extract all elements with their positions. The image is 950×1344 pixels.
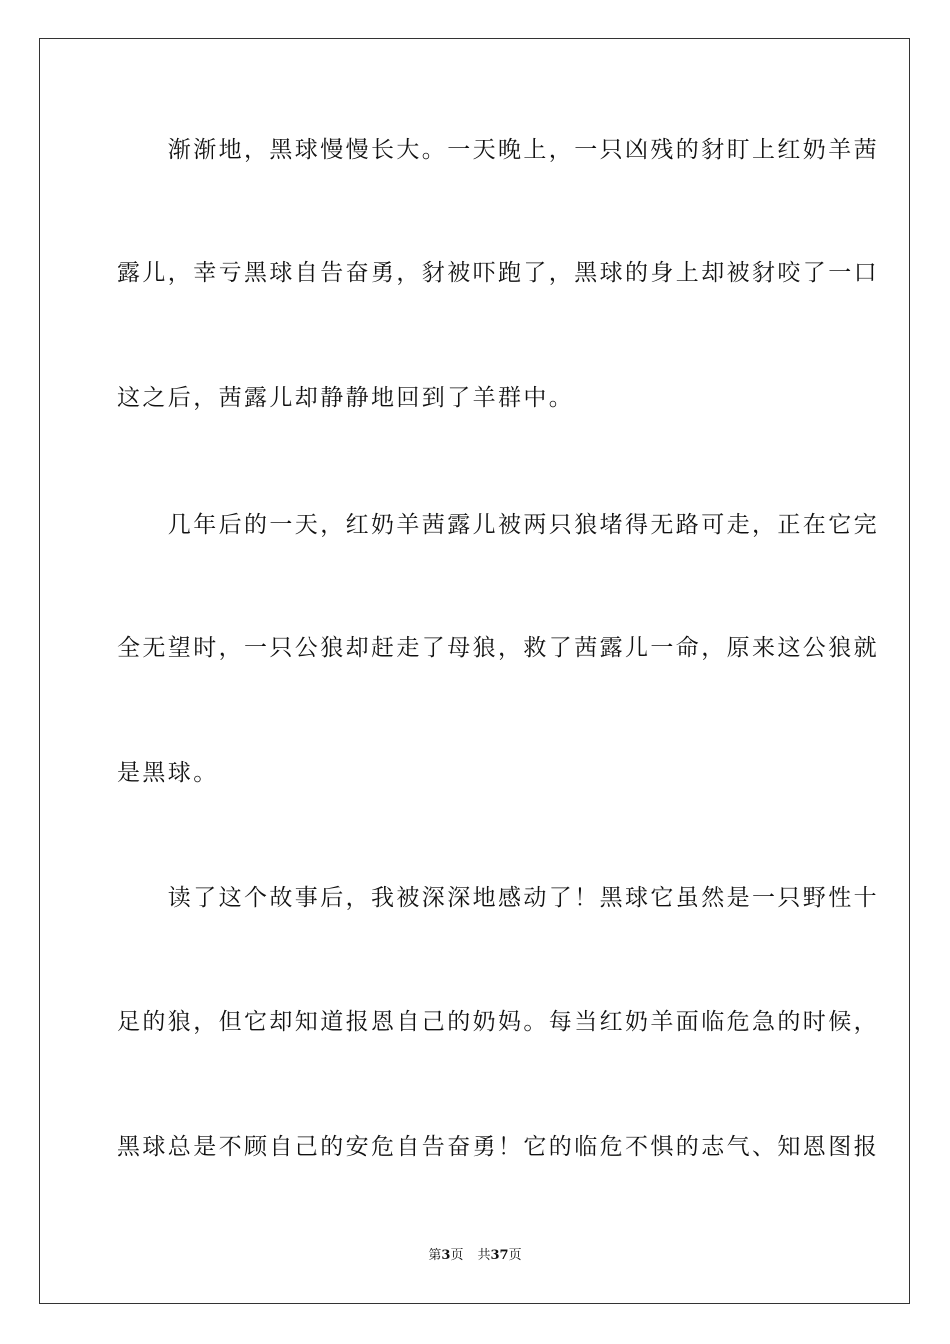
total-prefix: 共 [477,1248,491,1263]
text-line-1: 渐渐地，黑球慢慢长大。一天晚上，一只凶残的豺盯上红奶羊茜 [117,137,879,163]
text-line-6: 是黑球。 [117,760,219,786]
page-border [39,38,910,1304]
text-line-8: 足的狼，但它却知道报恩自己的奶妈。每当红奶羊面临危急的时候， [117,1009,879,1035]
text-line-9: 黑球总是不顾自己的安危自告奋勇！它的临危不惧的志气、知恩图报 [117,1134,879,1160]
page-prefix: 第 [428,1248,442,1263]
text-line-7: 读了这个故事后，我被深深地感动了！黑球它虽然是一只野性十 [117,885,879,911]
total-suffix: 页 [508,1248,522,1263]
text-line-5: 全无望时，一只公狼却赶走了母狼，救了茜露儿一命，原来这公狼就 [117,635,879,661]
text-line-2: 露儿，幸亏黑球自告奋勇，豺被吓跑了，黑球的身上却被豺咬了一口 [117,260,879,286]
text-line-3: 这之后，茜露儿却静静地回到了羊群中。 [117,385,575,411]
total-pages: 37 [490,1248,509,1263]
page-number: 3 [441,1248,451,1263]
page-footer [0,1247,950,1265]
text-line-4: 几年后的一天，红奶羊茜露儿被两只狼堵得无路可走，正在它完 [117,512,879,538]
page-suffix: 页 [450,1248,464,1263]
